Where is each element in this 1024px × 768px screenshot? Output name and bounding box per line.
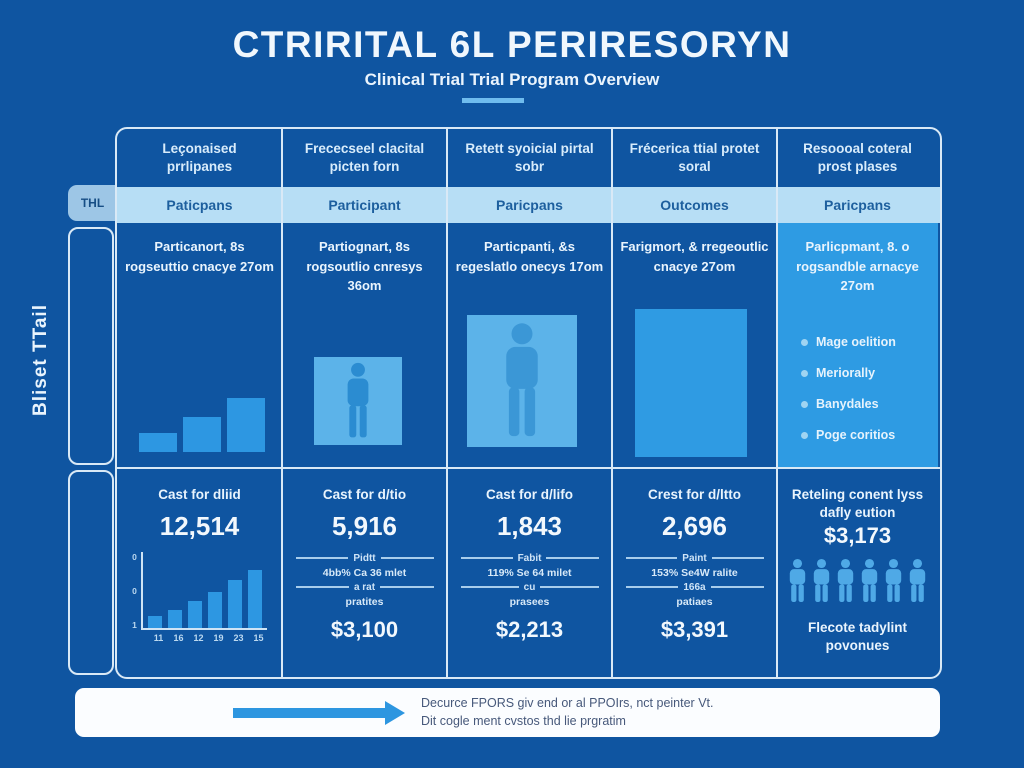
chart-x-axis-labels <box>134 633 266 643</box>
stat-value: 1,843 <box>496 510 563 541</box>
bullet-item <box>801 366 896 380</box>
bar <box>148 616 162 628</box>
bar <box>183 417 221 452</box>
chart-plot-area <box>141 552 267 630</box>
ascending-bars-graphic <box>139 372 265 452</box>
detail-line: 153% Se4W ralite <box>651 566 738 579</box>
stat-label: Cast for dliid <box>158 487 241 502</box>
tick-label: 16 <box>173 632 184 643</box>
figure-box-col2 <box>314 357 402 445</box>
tick-label: 23 <box>233 632 244 643</box>
row2-cell1 <box>117 472 282 677</box>
chart-y-axis-labels <box>132 552 141 630</box>
bullet-item <box>801 428 896 442</box>
banner-text <box>421 695 713 730</box>
bar <box>208 592 222 628</box>
bullet-label: Meriorally <box>816 366 876 380</box>
solid-panel-col4 <box>635 309 747 457</box>
bullet-dot-icon <box>801 401 808 408</box>
tick-label: 0 <box>132 551 137 562</box>
divider-label: Pidtt <box>296 553 434 564</box>
person-icon <box>859 558 880 609</box>
person-icon <box>835 558 856 609</box>
bullet-label: Mage oelition <box>816 335 896 349</box>
bar <box>228 580 242 628</box>
bullet-dot-icon <box>801 370 808 377</box>
detail-line: patiaes <box>676 595 713 608</box>
row1-cell2-text: Partiognart, 8s rogsoutlio cnresys 36om <box>306 239 423 293</box>
tick-label: 12 <box>193 632 204 643</box>
person-icon <box>811 558 832 609</box>
tick-label: 15 <box>253 632 264 643</box>
row-group-label: Bliset TTail <box>30 304 52 416</box>
bullet-dot-icon <box>801 432 808 439</box>
tick-label: 0 <box>132 585 137 596</box>
figure-box-col3 <box>467 315 577 447</box>
stat-value: $3,173 <box>823 523 892 549</box>
column-header-1: Leçonaised prrlipanes <box>162 141 237 174</box>
row1-cell1-text: Particanort, 8s rogseuttio cnacye 27om <box>125 239 274 274</box>
stat-label: Reteling conent lyss dafly eution <box>791 487 924 520</box>
stat-caption: Flecote tadylint povonues <box>807 620 907 653</box>
subheader-1: Paticpans <box>166 197 233 213</box>
bullet-item <box>801 397 896 411</box>
detail-line: prasees <box>509 595 550 608</box>
person-icon <box>787 558 808 609</box>
subheader-5: Paricpans <box>824 197 891 213</box>
divider-label: Fabit <box>461 553 599 564</box>
stat-value: 2,696 <box>661 510 728 541</box>
person-icon <box>907 558 928 609</box>
row2-cell4 <box>612 472 777 677</box>
column-header-5: Resoooal coteral prost plases <box>803 141 912 174</box>
bar <box>139 433 177 452</box>
detail-line: 4bb% Ca 36 mlet <box>322 566 407 579</box>
person-silhouette-icon <box>491 322 553 440</box>
side-label-wrap <box>10 250 72 470</box>
bar <box>227 398 265 452</box>
right-arrow-icon <box>233 701 405 725</box>
row1-cell4-text: Farigmort, & rregeoutlic cnacye 27om <box>620 239 769 274</box>
comparison-table <box>115 127 942 679</box>
row-divider <box>117 467 940 469</box>
stat-value: 5,916 <box>331 510 398 541</box>
row2-cell5 <box>777 472 938 677</box>
divider-label: Paint <box>626 553 764 564</box>
bullet-item <box>801 335 896 349</box>
subtitle-underline <box>462 98 524 103</box>
amount-value: $3,100 <box>330 616 399 642</box>
divider-label: a rat <box>296 582 434 593</box>
mini-bar-chart <box>132 552 267 630</box>
footer-banner <box>75 688 940 737</box>
person-icon <box>883 558 904 609</box>
bar <box>188 601 202 628</box>
stat-label: Crest for d/ltto <box>648 487 741 502</box>
stat-label: Cast for d/lifo <box>486 487 573 502</box>
tick-label: 19 <box>213 632 224 643</box>
bullet-dot-icon <box>801 339 808 346</box>
left-strip-row1 <box>68 227 114 465</box>
detail-line: 119% Se 64 milet <box>487 566 572 579</box>
page-subtitle: Clinical Trial Trial Program Overview <box>364 70 660 89</box>
divider-label: cu <box>461 582 599 593</box>
bullet-label: Banydales <box>816 397 879 411</box>
row2-cell2 <box>282 472 447 677</box>
bar <box>168 610 182 628</box>
tick-label: 1 <box>132 619 137 630</box>
banner-line-2: Dit cogle ment cvstos thd lie prgratim <box>421 713 626 728</box>
corner-cell: THL <box>68 185 117 221</box>
amount-value: $3,391 <box>660 616 729 642</box>
bullet-label: Poge coritios <box>816 428 896 442</box>
stat-value: 12,514 <box>159 510 240 541</box>
column-header-3: Retett syoicial pirtal sobr <box>465 141 594 174</box>
row1-cell3-text: Particpanti, &s regeslatlo onecys 17om <box>455 239 604 274</box>
tick-label: 11 <box>153 632 164 643</box>
page-title: CTRIRITAL 6L PERIRESORYN <box>232 24 792 65</box>
person-silhouette-icon <box>331 362 385 440</box>
subheader-2: Participant <box>328 197 401 213</box>
column-header-4: Frécerica ttial protet soral <box>629 141 760 174</box>
amount-value: $2,213 <box>495 616 564 642</box>
banner-line-1: Decurce FPORS giv end or al PPOIrs, nct peinter Vt. <box>421 696 714 710</box>
subheader-4: Outcomes <box>660 197 729 213</box>
column-header-2: Frececseel clacital picten forn <box>304 141 425 174</box>
stat-label: Cast for d/tio <box>322 487 407 502</box>
subheader-3: Paricpans <box>496 197 563 213</box>
feature-bullet-list <box>801 335 896 442</box>
bar <box>248 570 262 628</box>
people-icons-row <box>787 558 928 609</box>
left-strip-row2 <box>68 470 114 675</box>
divider-label: 166a <box>626 582 764 593</box>
row2-cell3 <box>447 472 612 677</box>
detail-line: pratites <box>345 595 384 608</box>
row1-cell5-text: Parlicpmant, 8. o rogsandble arnacye 27om <box>796 239 919 293</box>
